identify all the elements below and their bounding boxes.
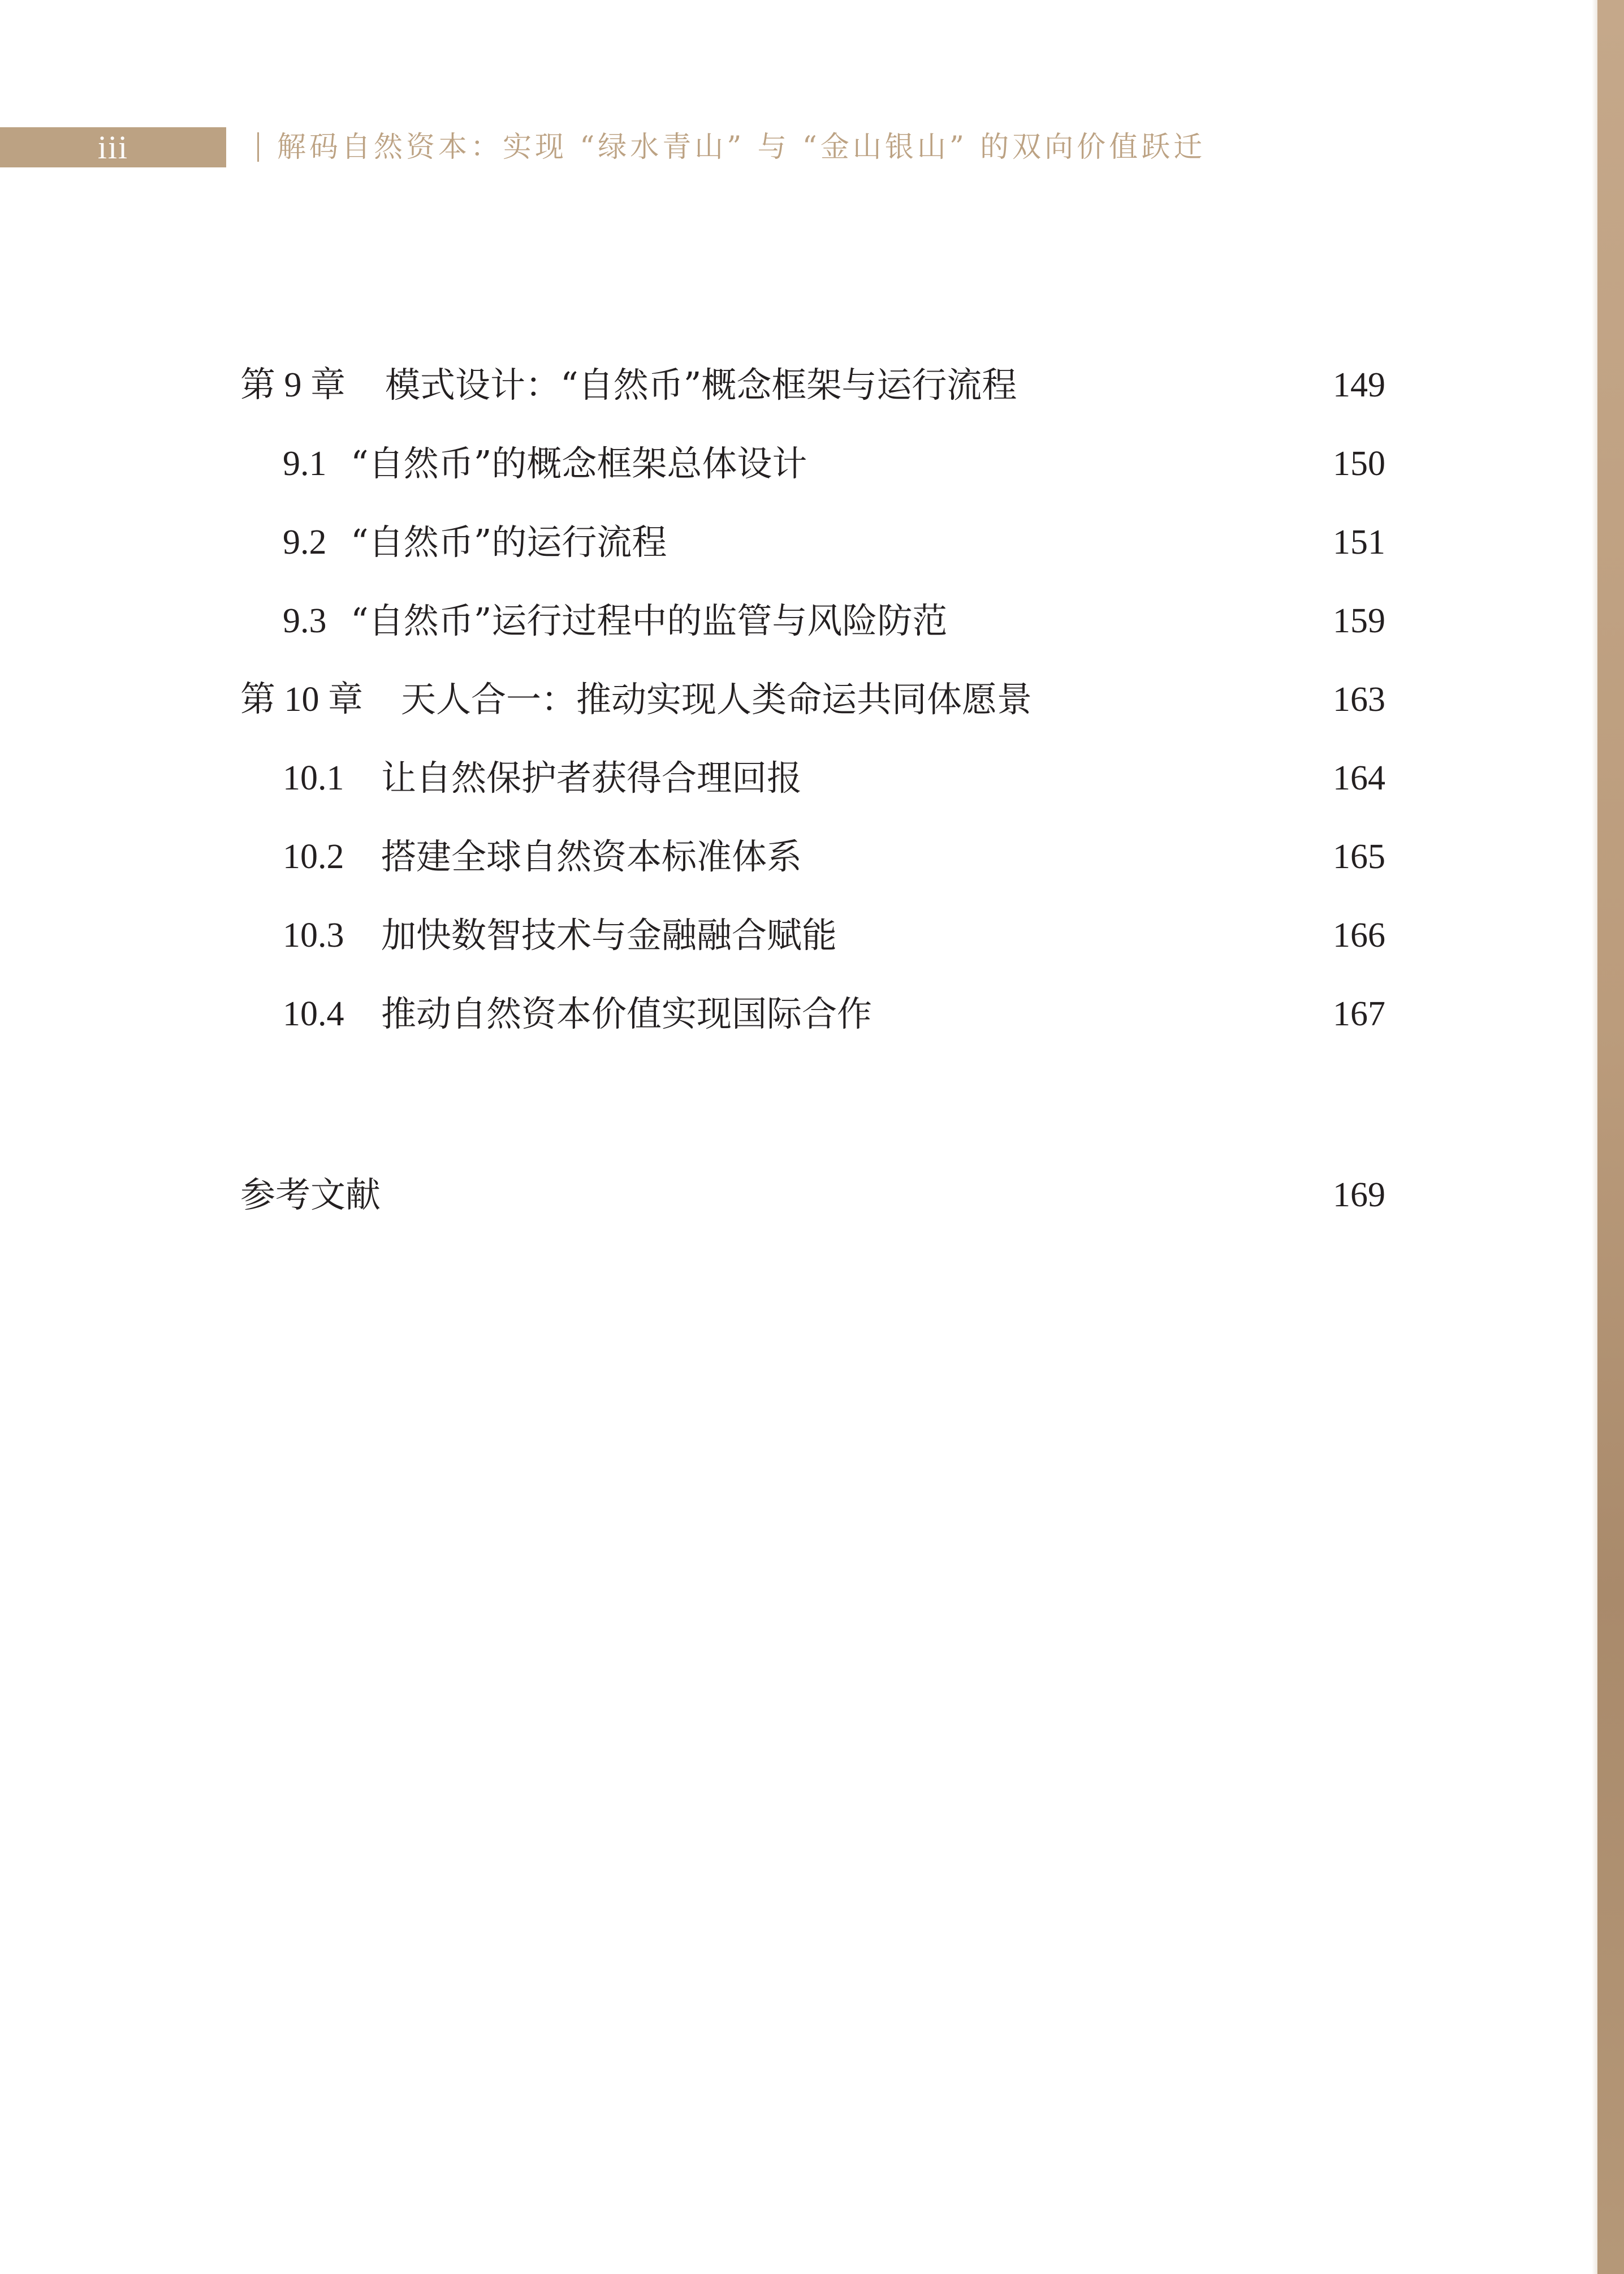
toc-section-9-2[interactable]	[0, 514, 1385, 571]
toc-entry-title: 让自然保护者获得合理回报	[381, 757, 802, 799]
toc-entry-number: 9.2	[283, 523, 327, 562]
toc-entry-number: 10.4	[283, 995, 344, 1033]
page-edge-shadow	[1592, 0, 1597, 2274]
toc-entry-page: 159	[1333, 602, 1385, 640]
page-number: iii	[97, 129, 129, 166]
toc-entry-page: 169	[1333, 1176, 1385, 1214]
toc-entry-title: 模式设计：“自然币”概念框架与运行流程	[385, 364, 1017, 405]
toc-entry-title: 推动自然资本价值实现国际合作	[381, 993, 873, 1034]
toc-entry-title: 参考文献	[240, 1174, 381, 1215]
toc-entry-page: 149	[1333, 366, 1385, 404]
toc-references[interactable]	[0, 1167, 1385, 1223]
toc-entry-page: 150	[1333, 445, 1385, 483]
header-divider	[257, 132, 259, 162]
toc-entry-title: 搭建全球自然资本标准体系	[381, 836, 802, 877]
toc-chapter-9[interactable]	[0, 357, 1385, 413]
toc-entry-page: 163	[1333, 680, 1385, 719]
toc-entry-number: 10.1	[283, 759, 344, 797]
toc-entry-title: “自然币”的概念框架总体设计	[351, 443, 807, 484]
toc-entry-page: 165	[1333, 838, 1385, 876]
toc-entry-title: “自然币”运行过程中的监管与风险防范	[351, 600, 948, 641]
toc-entry-number: 第 9 章	[240, 366, 346, 404]
toc-section-9-3[interactable]	[0, 593, 1385, 649]
toc-entry-number: 9.3	[283, 602, 327, 640]
toc-entry-number: 10.3	[283, 916, 344, 955]
toc-section-10-4[interactable]	[0, 986, 1385, 1042]
toc-entry-number: 9.1	[283, 445, 327, 483]
toc-section-10-3[interactable]	[0, 907, 1385, 964]
page-edge-strip	[1597, 0, 1624, 2274]
book-title: 解码自然资本：实现 “绿水青山” 与 “金山银山” 的双向价值跃迁	[277, 131, 1206, 164]
toc-entry-title: “自然币”的运行流程	[351, 521, 667, 563]
toc-section-10-2[interactable]	[0, 829, 1385, 885]
toc-entry-title: 加快数智技术与金融融合赋能	[381, 914, 837, 956]
toc-entry-title: 天人合一：推动实现人类命运共同体愿景	[401, 679, 1033, 720]
toc-entry-page: 166	[1333, 916, 1385, 955]
toc-chapter-10[interactable]	[0, 671, 1385, 728]
toc-entry-page: 164	[1333, 759, 1385, 797]
toc-entry-page: 151	[1333, 523, 1385, 562]
toc-section-10-1[interactable]	[0, 750, 1385, 806]
toc-section-9-1[interactable]	[0, 435, 1385, 492]
toc-entry-page: 167	[1333, 995, 1385, 1033]
toc-entry-number: 第 10 章	[240, 680, 364, 719]
toc-entry-number: 10.2	[283, 838, 344, 876]
